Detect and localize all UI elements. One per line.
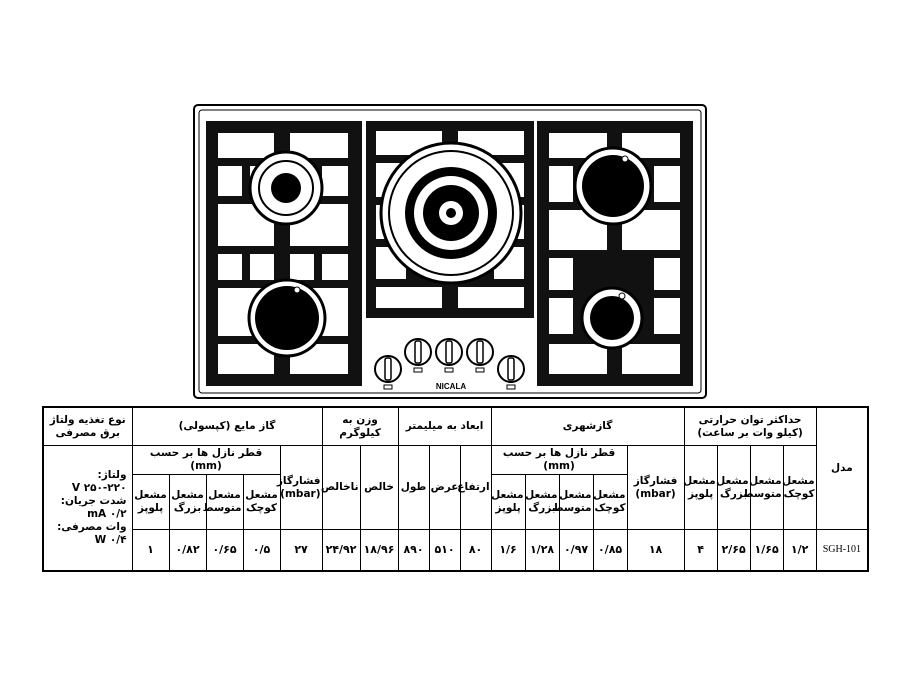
natural-gas-header: گازشهری: [491, 407, 684, 446]
power-medium-header: مشعل متوسط: [750, 446, 783, 530]
ng-medium-value: ۰/۹۷: [559, 530, 593, 571]
burner-small-right: [582, 288, 642, 348]
gross-weight-header: ناخالص: [322, 446, 360, 530]
electrical-specs: ولتاژ: ۲۵۰-۲۲۰ V شدت جریان: ۰/۲ mA وات مصرفی: ۰/۴ W: [43, 446, 132, 571]
width-header: عرض: [429, 446, 460, 530]
net-weight-header: خالص: [360, 446, 398, 530]
power-large-header: مشعل بزرگ: [717, 446, 750, 530]
lpg-medium-value: ۰/۶۵: [206, 530, 243, 571]
net-weight-value: ۱۸/۹۶: [360, 530, 398, 571]
ng-wok-header: مشعل پلوپز: [491, 475, 525, 530]
power-medium-value: ۱/۶۵: [750, 530, 783, 571]
burner-small-left: [250, 152, 322, 224]
power-small-value: ۱/۲: [783, 530, 816, 571]
lpg-pressure-value: ۲۷: [280, 530, 322, 571]
dimensions-header: ابعاد به میلیمتر: [398, 407, 491, 446]
burner-wok-center: [381, 143, 521, 283]
ng-pressure-header: فشارگاز (mbar): [627, 446, 684, 530]
power-wok-header: مشعل پلوپز: [684, 446, 717, 530]
lpg-wok-value: ۱: [132, 530, 169, 571]
lpg-pressure-header: فشارگاز (mbar): [280, 446, 322, 530]
brand-logo: NICALA: [435, 382, 467, 391]
width-value: ۵۱۰: [429, 530, 460, 571]
lpg-wok-header: مشعل پلوپز: [132, 475, 169, 530]
length-value: ۸۹۰: [398, 530, 429, 571]
ng-medium-header: مشعل متوسط: [559, 475, 593, 530]
ng-small-header: مشعل کوچک: [593, 475, 627, 530]
burner-medium-left: [249, 280, 325, 356]
lpg-small-header: مشعل کوچک: [243, 475, 280, 530]
lpg-header: گاز مایع (کپسولی): [132, 407, 322, 446]
power-large-value: ۲/۶۵: [717, 530, 750, 571]
power-wok-value: ۴: [684, 530, 717, 571]
weight-header: وزن به کیلوگرم: [322, 407, 398, 446]
length-header: طول: [398, 446, 429, 530]
height-value: ۸۰: [460, 530, 491, 571]
ng-nozzle-header: قطر نازل ها بر حسب (mm): [491, 446, 627, 475]
max-power-header: حداکثر توان حرارتی (کیلو وات بر ساعت): [684, 407, 816, 446]
ng-wok-value: ۱/۶: [491, 530, 525, 571]
power-supply-header: نوع تغذیه ولتاژ برق مصرفی: [43, 407, 132, 446]
lpg-large-value: ۰/۸۲: [169, 530, 206, 571]
ng-small-value: ۰/۸۵: [593, 530, 627, 571]
lpg-small-value: ۰/۵: [243, 530, 280, 571]
spec-table: [42, 406, 869, 572]
lpg-medium-header: مشعل متوسط: [206, 475, 243, 530]
power-small-header: مشعل کوچک: [783, 446, 816, 530]
burner-large-right: [575, 148, 651, 224]
lpg-large-header: مشعل بزرگ: [169, 475, 206, 530]
gross-weight-value: ۲۴/۹۲: [322, 530, 360, 571]
height-header: ارتفاع: [460, 446, 491, 530]
model-value: SGH-101: [816, 530, 868, 571]
ng-pressure-value: ۱۸: [627, 530, 684, 571]
ng-large-value: ۱/۲۸: [525, 530, 559, 571]
lpg-nozzle-header: قطر نازل ها بر حسب (mm): [132, 446, 280, 475]
ng-large-header: مشعل بزرگ: [525, 475, 559, 530]
model-header: مدل: [816, 407, 868, 530]
